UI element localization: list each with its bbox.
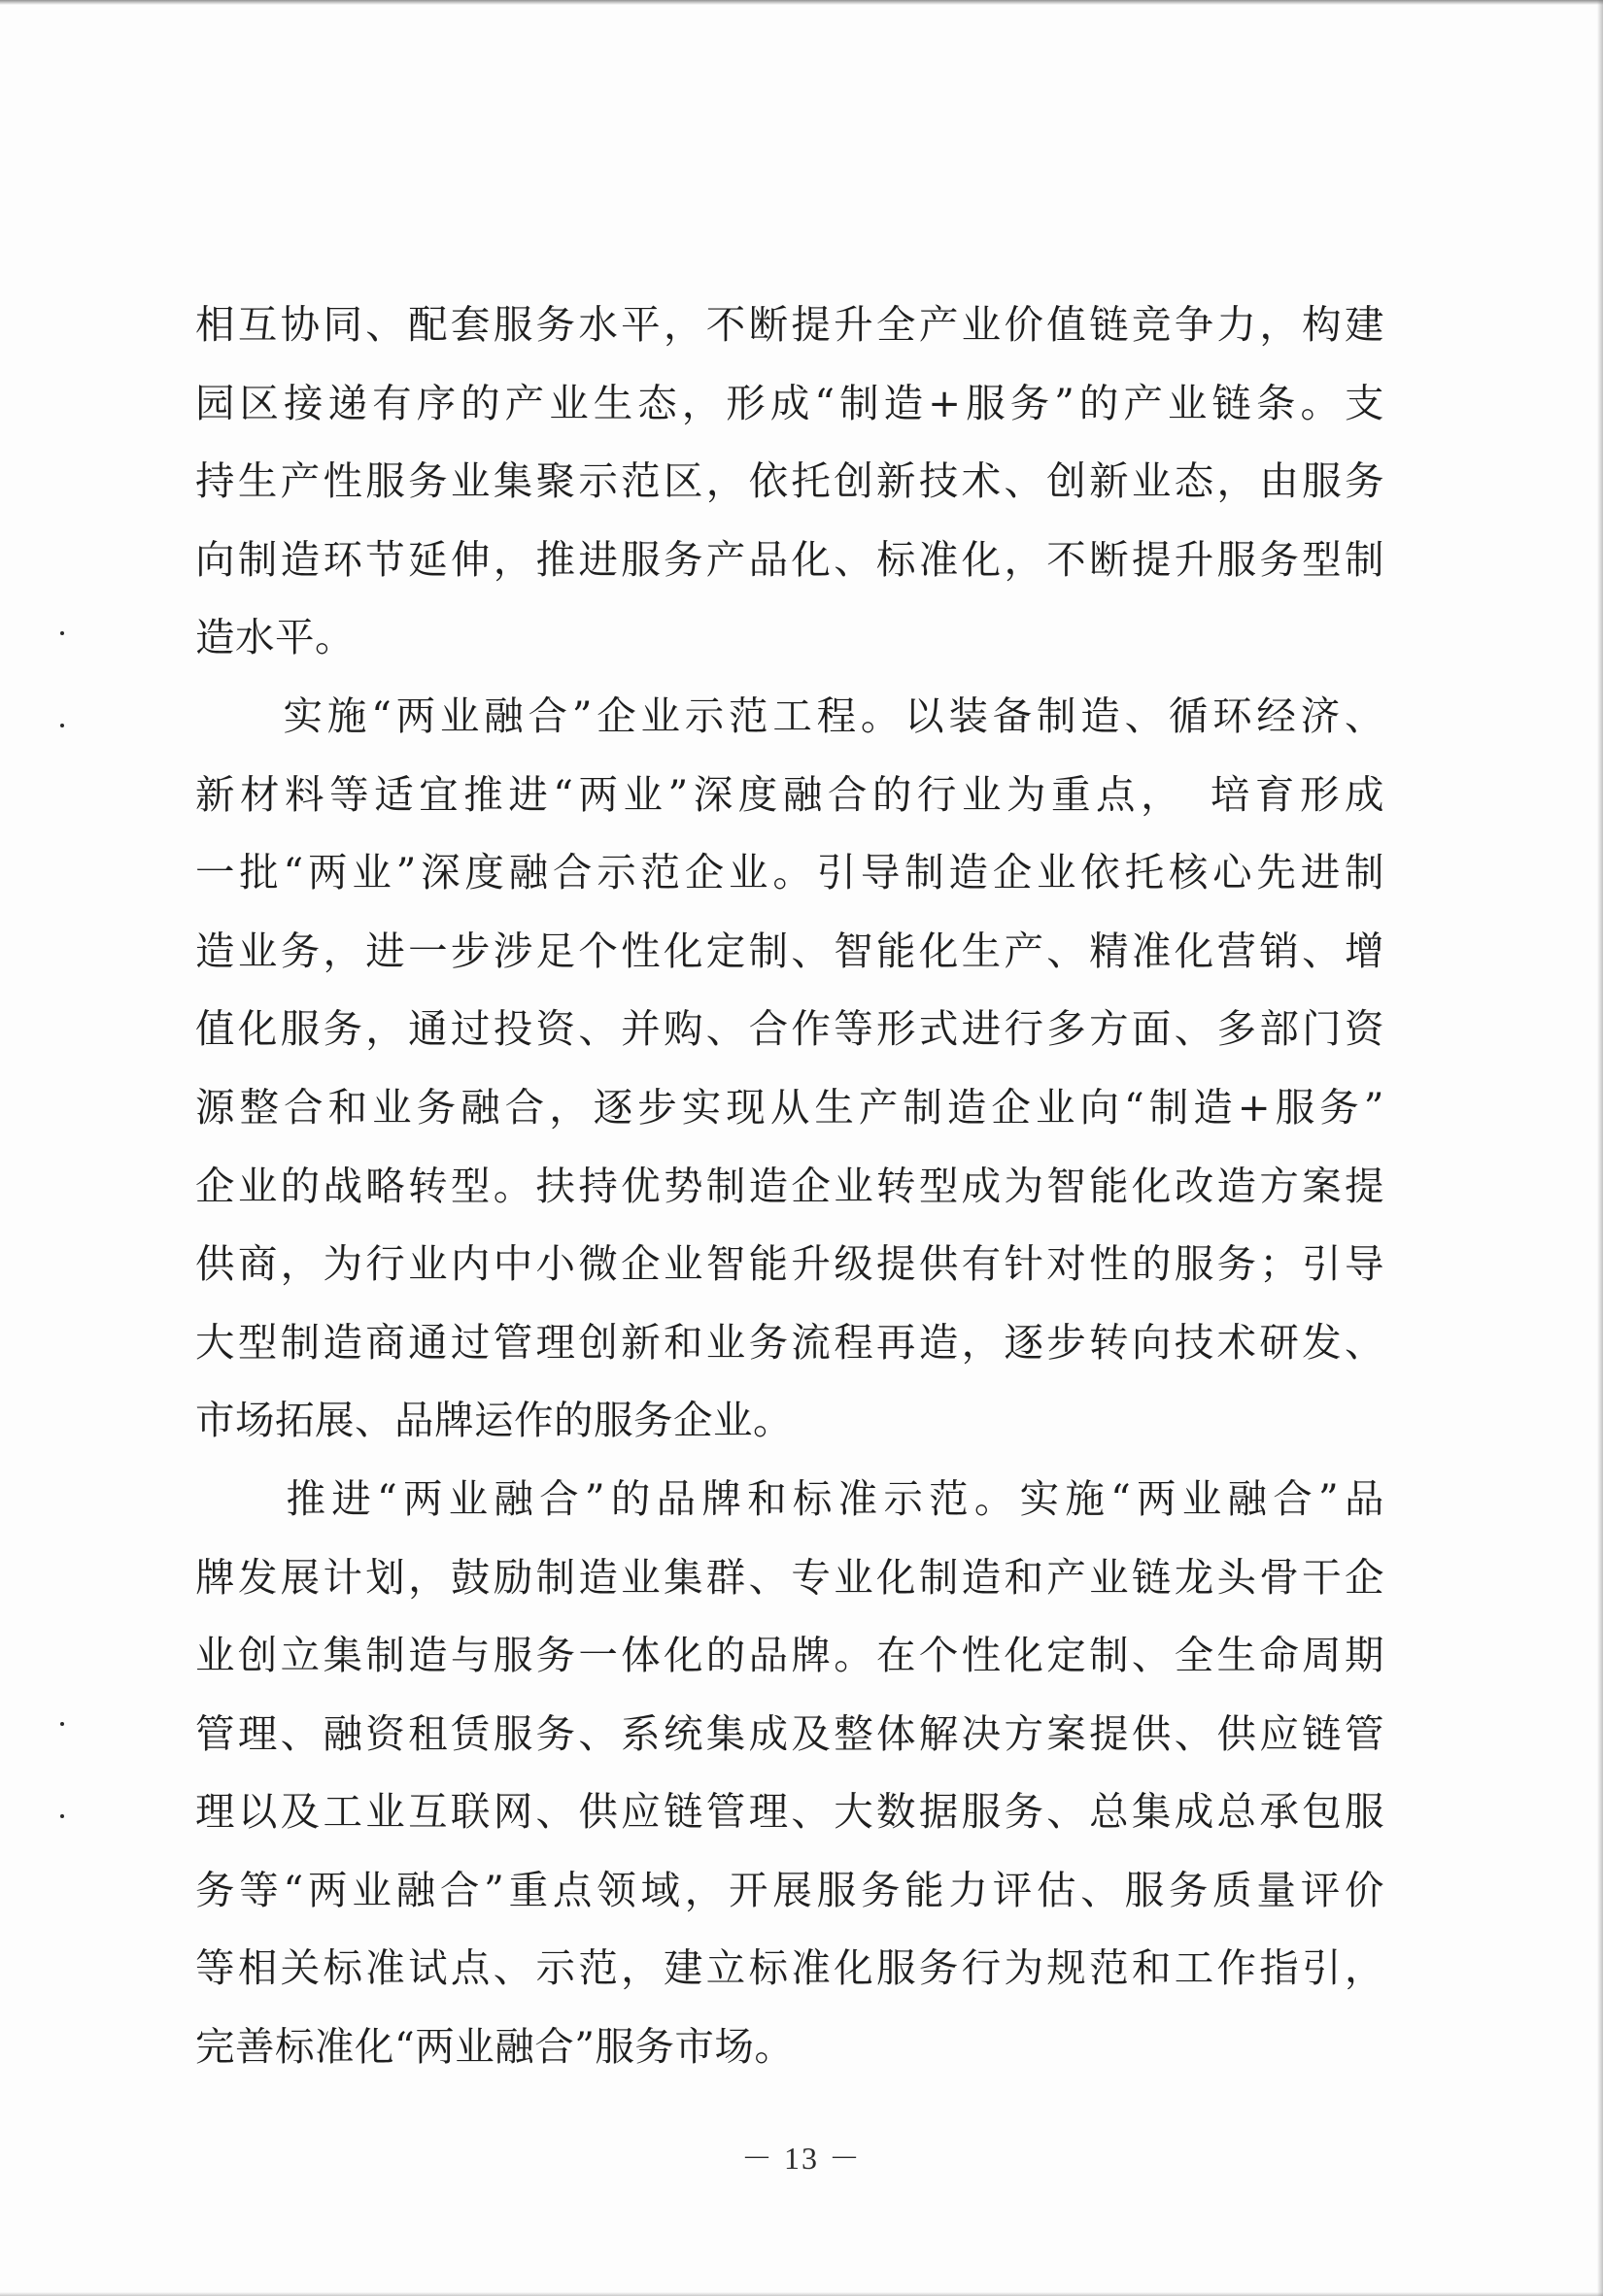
scan-speck (60, 631, 64, 635)
text-line: 供商，为行业内中小微企业智能升级提供有针对性的服务；引导 (195, 1240, 1384, 1288)
text-line: 持生产性服务业集聚示范区，依托创新技术、创新业态，由服务 (195, 457, 1384, 505)
scan-edge-bottom (0, 2292, 1603, 2296)
text-line: 企业的战略转型。扶持优势制造企业转型成为智能化改造方案提 (195, 1162, 1384, 1209)
scan-edge-right (1597, 0, 1603, 2296)
paragraph-2 (195, 677, 1384, 1460)
text-line: 业创立集制造与服务一体化的品牌。在个性化定制、全生命周期 (195, 1632, 1384, 1679)
scan-speck (60, 724, 64, 727)
text-line: 一批“两业”深度融合示范企业。引导制造企业依托核心先进制 (195, 849, 1384, 896)
text-line: 大型制造商通过管理创新和业务流程再造，逐步转向技术研发、 (195, 1318, 1384, 1366)
text-line: 推进“两业融合”的品牌和标准示范。实施“两业融合”品 (195, 1474, 1384, 1522)
text-line: 务等“两业融合”重点领域，开展服务能力评估、服务质量评价 (195, 1866, 1384, 1913)
text-line: 造业务，进一步涉足个性化定制、智能化生产、精准化营销、增 (195, 927, 1384, 974)
text-line: 理以及工业互联网、供应链管理、大数据服务、总集成总承包服 (195, 1788, 1384, 1836)
page-number: － 13 － (740, 2141, 862, 2176)
text-line: 管理、融资租赁服务、系统集成及整体解决方案提供、供应链管 (195, 1709, 1384, 1757)
text-line: 向制造环节延伸，推进服务产品化、标准化，不断提升服务型制 (195, 535, 1384, 583)
text-line: 园区接递有序的产业生态，形成“制造+服务”的产业链条。支 (195, 379, 1384, 426)
body-text (195, 286, 1384, 2086)
text-line: 新材料等适宜推进“两业”深度融合的行业为重点， 培育形成 (195, 770, 1384, 818)
scan-speck (60, 1814, 64, 1818)
text-line: 值化服务，通过投资、并购、合作等形式进行多方面、多部门资 (195, 1005, 1384, 1053)
text-line: 造水平。 (195, 614, 355, 661)
paragraph-3 (195, 1460, 1384, 2086)
scan-edge-top (0, 0, 1603, 5)
paragraph-1 (195, 286, 1384, 677)
text-line: 相互协同、配套服务水平，不断提升全产业价值链竞争力，构建 (195, 301, 1384, 348)
text-line: 完善标准化“两业融合”服务市场。 (195, 2023, 795, 2071)
text-line: 牌发展计划，鼓励制造业集群、专业化制造和产业链龙头骨干企 (195, 1553, 1384, 1601)
text-line: 等相关标准试点、示范，建立标准化服务行为规范和工作指引， (195, 1944, 1384, 1992)
text-line: 市场拓展、品牌运作的服务企业。 (195, 1397, 793, 1444)
text-line: 源整合和业务融合，逐步实现从生产制造企业向“制造+服务” (195, 1083, 1384, 1131)
text-line: 实施“两业融合”企业示范工程。以装备制造、循环经济、 (195, 692, 1384, 739)
scan-speck (60, 1722, 64, 1726)
